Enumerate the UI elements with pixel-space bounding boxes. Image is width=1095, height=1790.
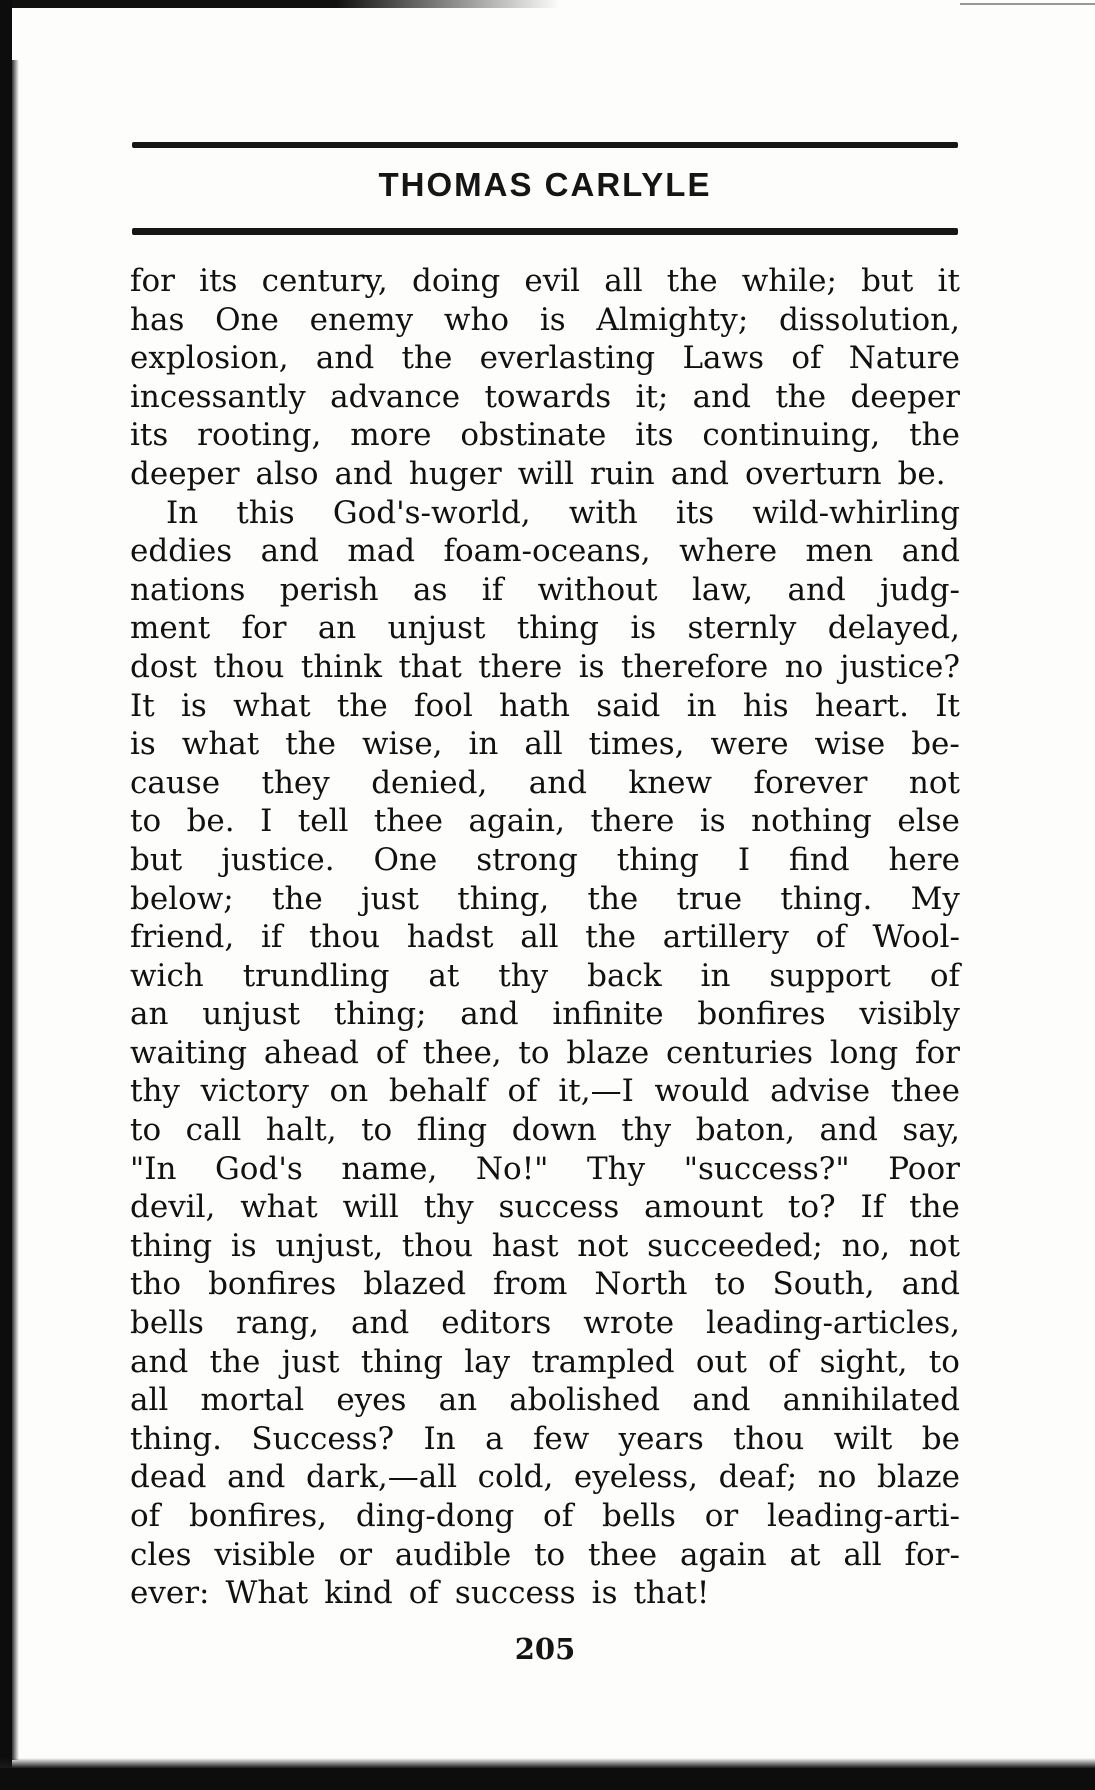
text-line: all mortal eyes an abolished and annihilated bbox=[130, 1382, 960, 1419]
text-line: dost thou think that there is therefore no justice? bbox=[130, 648, 960, 685]
text-line: below; the just thing, the true thing. My bbox=[130, 880, 960, 917]
text-line: incessantly advance towards it; and the deeper bbox=[130, 378, 960, 415]
text-line: has One enemy who is Almighty; dissolution, bbox=[130, 301, 960, 338]
text-line: cause they denied, and knew forever not bbox=[130, 764, 960, 801]
text-line: bells rang, and editors wrote leading-articles, bbox=[130, 1305, 960, 1342]
text-line: tho bonfires blazed from North to South, and bbox=[130, 1266, 960, 1303]
text-line: its rooting, more obstinate its continuing, the bbox=[130, 417, 960, 454]
text-line: thing. Success? In a few years thou wilt be bbox=[130, 1420, 960, 1457]
text-line: to call halt, to fling down thy baton, and say, bbox=[130, 1112, 960, 1149]
text-line: In this God's-world, with its wild-whirling bbox=[166, 494, 960, 531]
text-line: "In God's name, No!" Thy "success?" Poor bbox=[130, 1150, 960, 1187]
text-line: nations perish as if without law, and judg- bbox=[130, 571, 960, 608]
scan-edge-top-right bbox=[960, 3, 1095, 5]
running-head: THOMAS CARLYLE bbox=[378, 166, 712, 203]
page-number: 205 bbox=[514, 1632, 576, 1666]
text-line: deeper also and huger will ruin and overturn be. bbox=[130, 455, 946, 492]
text-line: but justice. One strong thing I find here bbox=[130, 841, 960, 878]
text-line: and the just thing lay trampled out of sight, to bbox=[130, 1343, 960, 1380]
text-line: for its century, doing evil all the while; but it bbox=[130, 263, 960, 299]
text-line: an unjust thing; and infinite bonfires visibly bbox=[130, 996, 960, 1033]
text-line: dead and dark,—all cold, eyeless, deaf; no blaze bbox=[130, 1459, 960, 1496]
text-line: cles visible or audible to thee again at all for- bbox=[130, 1536, 960, 1573]
text-line: is what the wise, in all times, were wise be- bbox=[130, 726, 960, 763]
text-line: devil, what will thy success amount to? If the bbox=[130, 1189, 960, 1226]
text-line: to be. I tell thee again, there is nothing else bbox=[130, 803, 960, 840]
text-line: friend, if thou hadst all the artillery of Wool- bbox=[130, 919, 960, 956]
body-text bbox=[130, 262, 960, 1613]
header-rule-top bbox=[132, 142, 958, 148]
text-line: thing is unjust, thou hast not succeeded; no, not bbox=[130, 1227, 960, 1264]
scan-edge-top bbox=[0, 0, 560, 8]
scan-edge-left-shadow bbox=[12, 60, 19, 1760]
scan-edge-left bbox=[0, 0, 12, 1790]
text-line: ment for an unjust thing is sternly delayed, bbox=[130, 610, 960, 647]
text-line: of bonfires, ding-dong of bells or leading-arti- bbox=[130, 1498, 960, 1534]
text-line: wich trundling at thy back in support of bbox=[130, 957, 960, 994]
text-line: It is what the fool hath said in his heart. It bbox=[130, 687, 960, 724]
text-line: waiting ahead of thee, to blaze centuries long for bbox=[130, 1034, 960, 1071]
text-line: thy victory on behalf of it,—I would advise thee bbox=[130, 1073, 960, 1110]
text-line: explosion, and the everlasting Laws of Nature bbox=[130, 340, 960, 377]
text-line: ever: What kind of success is that! bbox=[130, 1575, 710, 1612]
scan-edge-bottom bbox=[0, 1768, 1095, 1790]
header-rule-bottom bbox=[132, 228, 958, 235]
text-line: eddies and mad foam-oceans, where men and bbox=[130, 533, 960, 570]
scan-edge-bottom-shadow bbox=[0, 1758, 1095, 1768]
